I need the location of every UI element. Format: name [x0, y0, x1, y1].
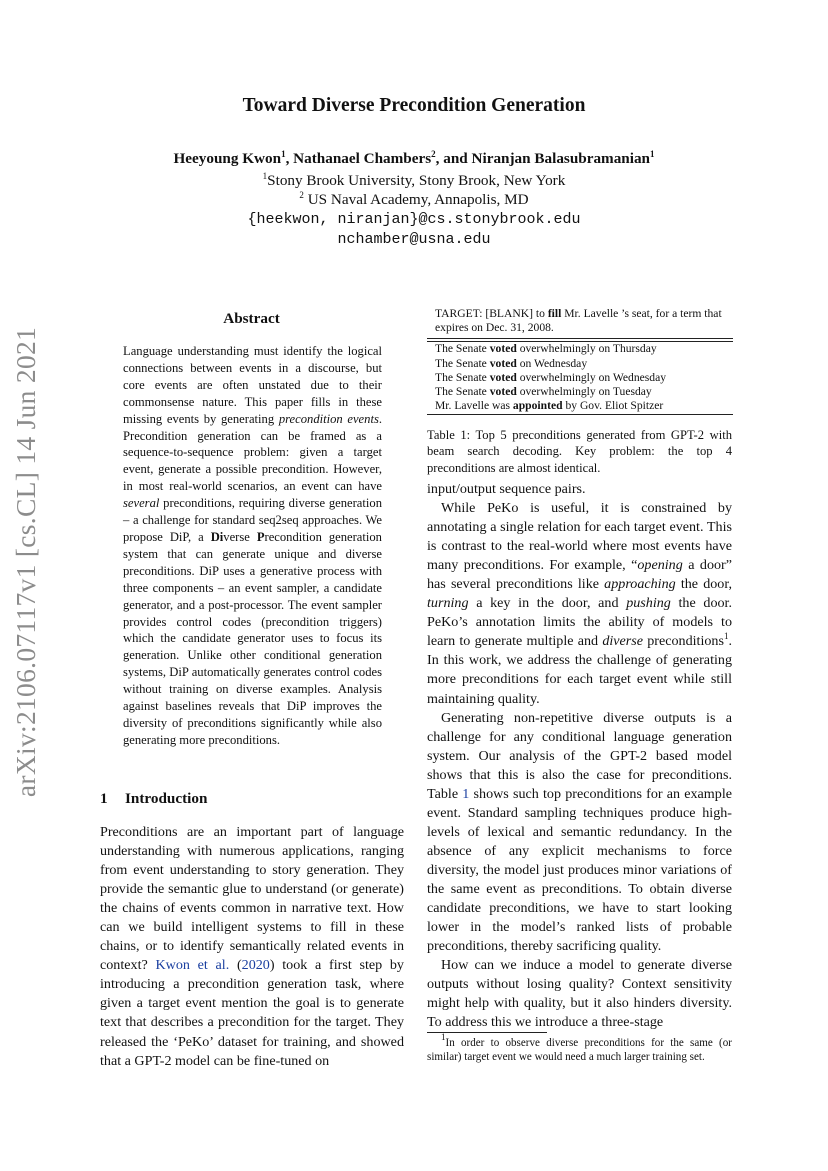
table-row [435, 399, 733, 413]
author-name: Nathanael Chambers [293, 150, 432, 167]
footnote-number: 1 [441, 1032, 446, 1042]
emphasis: approaching [604, 576, 676, 593]
table-trigger: voted [489, 356, 517, 370]
table-text: The Senate [435, 370, 490, 384]
table-text: Mr. Lavelle was [435, 399, 513, 413]
author-name: Heeyoung Kwon [173, 150, 282, 167]
paragraph: How can we induce a model to generate diverse outputs without losing quality? Context sensitivity might help with quality, but it also hinders diversity. To address this we introduce a three-stage [427, 957, 732, 1031]
author-affil-mark: 2 [431, 149, 436, 159]
emphasis: opening [637, 557, 683, 574]
table-row [435, 371, 733, 385]
table-text: The Senate [435, 356, 490, 370]
table-rows [427, 342, 733, 413]
section-title: Introduction [125, 790, 208, 807]
email-line-1: {heekwon, niranjan}@cs.stonybrook.edu [247, 211, 581, 228]
footnote-marker[interactable]: 1 [723, 631, 729, 642]
table-text: by Gov. Eliot Spitzer [562, 399, 664, 413]
paper-title: Toward Diverse Precondition Generation [242, 95, 586, 116]
section-heading-introduction [100, 790, 207, 808]
author-affil-mark: 1 [281, 149, 286, 159]
table-row [435, 357, 733, 371]
table-trigger: voted [489, 342, 517, 356]
body-text: ( [229, 957, 242, 974]
body-text: took a first step by introducing a precondition generation task, where given a target event mention the goal is to generate text that describes a precondition for the target. They released the ‘PeKo’ dataset for training, and showed that a GPT-2 model can be fine-tuned on [100, 957, 404, 1069]
body-text: While PeKo is useful, it is constrained by annotating a single relation for each target event. This is contrast to the real-world where most events have many preconditions. For example, “ [427, 500, 732, 574]
author-list [0, 150, 828, 168]
table-text: overwhelmingly on Wednesday [516, 370, 667, 384]
citation-year-link[interactable]: 2020 [241, 957, 270, 974]
table-trigger: fill [547, 307, 562, 320]
emphasis: pushing [626, 595, 671, 612]
body-text: . In this work, we address the challenge of generating more preconditions for each target event while still maintaining quality. [427, 633, 732, 707]
table-text: The Senate [435, 342, 490, 356]
table-row [435, 385, 733, 399]
affiliation-text: Stony Brook University, Stony Brook, New York [267, 172, 566, 189]
table-text: The Senate [435, 385, 490, 399]
abstract-text: verse [223, 529, 257, 544]
table-trigger: voted [489, 385, 517, 399]
table-row [435, 342, 733, 356]
table-bottom-rule [427, 414, 733, 415]
abstract-emphasis: several [123, 496, 160, 511]
table-text: overwhelmingly on Tuesday [516, 385, 652, 399]
table-1 [427, 307, 733, 415]
footnote-text: In order to observe diverse preconditions for the same (or similar) target event we would need a much larger training set. [427, 1037, 732, 1064]
body-text: the door. PeKo’s annotation limits the ability of models to learn to generate multiple and [427, 595, 732, 650]
body-text: Generating non-repetitive diverse outputs is a challenge for any conditional language generation system. Our analysis of the GPT-2 based model shows that this is also the case for preconditions. Table [427, 709, 732, 802]
body-text: shows such top preconditions for an example event. Standard sampling techniques produce high-levels of lexical and semantic redundancy. In the absence of any explicit mechanisms to force diversity, the model just produces minor variations of the same event as preconditions. To obtain diverse candidate preconditions, we have to start looking lower in the model’s ranked lists of probable preconditions, thereby sacrificing quality. [427, 785, 732, 955]
author-separator: , and [435, 150, 472, 167]
emphasis: diverse [602, 633, 644, 650]
table-trigger: voted [489, 370, 517, 384]
body-text: the door, [675, 576, 733, 593]
abstract-text: . Precondition generation can be framed as a sequence-to-sequence problem: given a target event, generate a possible precondition. However, in most real-world scenarios, an event can have [123, 411, 382, 494]
affil-mark: 2 [299, 190, 304, 200]
acronym-letter: P [256, 529, 265, 544]
author-name: Niranjan Balasubramanian [471, 150, 651, 167]
emphasis: turning [427, 595, 469, 612]
right-column-body [427, 480, 732, 1032]
abstract-text: recondition generation system that can generate unique and diverse preconditions. DiP uses a generative process with three components – an event sampler, a candidate generator, and a post-processor. The event sampler provides control codes (precondition triggers) which the candidate generator uses to focus its generation. Unlike other conditional generation systems, DiP automatically generates control codes without training on diverse examples. Analysis against baselines reveals that DiP improves the diversity of preconditions significantly while also generating more preconditions. [123, 529, 382, 747]
table-text: TARGET: [BLANK] to [435, 307, 548, 320]
author-separator: , [285, 150, 294, 167]
section-number: 1 [100, 790, 108, 807]
body-text: Preconditions are an important part of language understanding with numerous applications, ranging from event understanding to story generation. They provide the semantic glue to understand (or generate) the chains of events common in narrative text. How can we build intelligent systems to fill in these chains, or to identify semantically related events in context? [100, 824, 404, 974]
abstract-text: Language understanding must identify the logical connections between events in a discourse, but core events are often unstated due to their commonsense nature. This paper fills in these missing events by generating [123, 344, 382, 426]
table-text: on Wednesday [516, 356, 588, 370]
footnote [427, 1032, 732, 1064]
body-text: ) [269, 957, 275, 974]
paragraph: input/output sequence pairs. [427, 481, 586, 497]
introduction-body [100, 823, 404, 1071]
body-text: preconditions [643, 633, 724, 650]
paragraph [427, 499, 732, 709]
affil-mark: 1 [262, 171, 268, 181]
abstract-body [123, 343, 382, 749]
affiliation-text: US Naval Academy, Annapolis, MD [303, 191, 529, 208]
affiliation-1 [0, 172, 828, 190]
email-line-2: nchamber@usna.edu [337, 231, 491, 248]
body-text: a key in the door, and [468, 595, 627, 612]
arxiv-identifier-text: arXiv:2106.07117v1 [cs.CL] 14 Jun 2021 [10, 326, 41, 798]
citation-author: Kwon et al. [155, 957, 230, 974]
table-text: Mr. Lavelle ’s seat, for a term that expires on Dec. 31, 2008. [435, 307, 722, 335]
affiliation-2 [0, 191, 828, 209]
table-caption: Table 1: Top 5 preconditions generated from GPT-2 with beam search decoding. Key problem: the top 4 preconditions are almost identical. [427, 428, 732, 475]
body-text: a door” has several preconditions like [427, 557, 732, 593]
table-trigger: appointed [512, 399, 563, 413]
abstract-emphasis: precondition events [278, 411, 379, 426]
acronym-letter: Di [210, 529, 224, 544]
abstract-text: preconditions, requiring diverse generation – a challenge for standard seq2seq approaches. We propose DiP, a [123, 496, 382, 544]
citation-link[interactable] [155, 957, 229, 973]
author-affil-mark: 1 [650, 149, 655, 159]
table-target-row [427, 307, 733, 335]
table-text: overwhelmingly on Thursday [516, 342, 657, 356]
paragraph [427, 709, 732, 957]
table-reference-link[interactable]: 1 [462, 785, 470, 802]
abstract-heading: Abstract [223, 310, 280, 327]
